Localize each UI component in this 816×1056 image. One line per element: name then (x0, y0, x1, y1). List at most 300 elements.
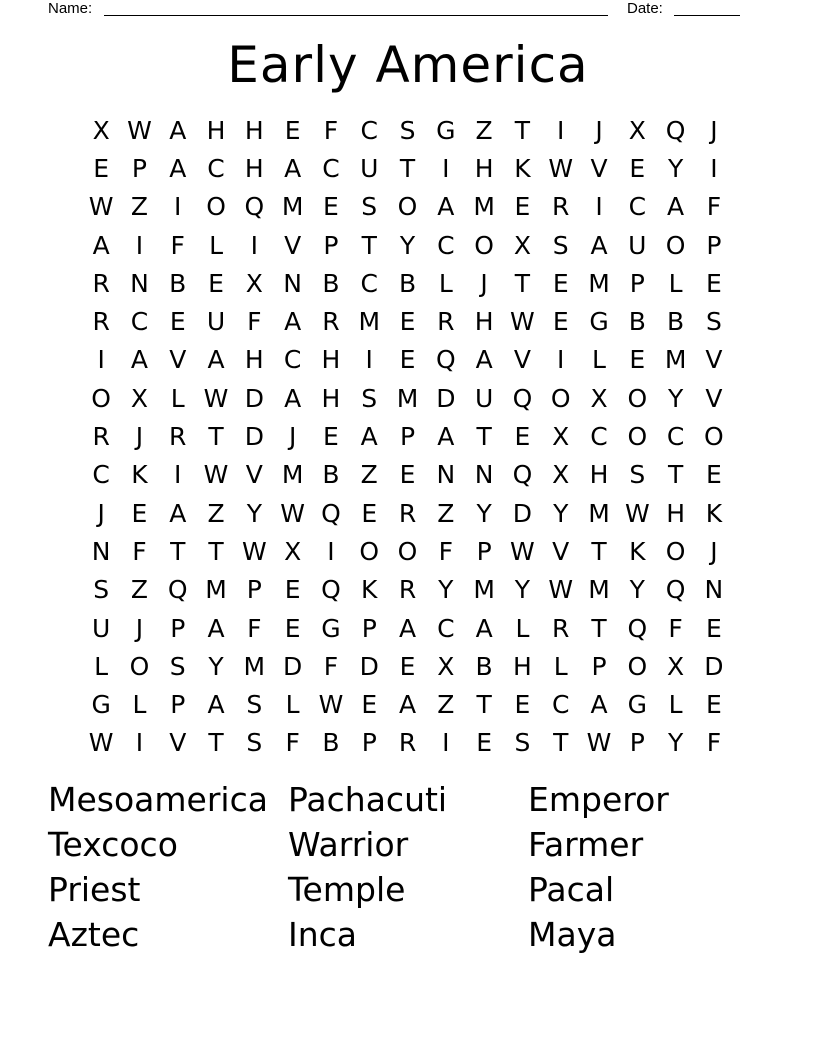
grid-letter: W (88, 728, 114, 758)
grid-letter: A (437, 422, 455, 452)
grid-letter: Y (667, 383, 684, 413)
grid-letter: T (514, 115, 531, 145)
grid-letter: V (552, 536, 570, 566)
grid-letter: K (629, 536, 646, 566)
word-list-item: Pachacuti (288, 780, 448, 819)
grid-letter: B (398, 268, 417, 298)
grid-letter: R (92, 307, 110, 337)
grid-letter: V (705, 345, 723, 375)
word-list-item: Inca (288, 915, 358, 954)
name-blank-line (104, 15, 608, 16)
grid-letter: L (592, 345, 606, 375)
grid-letter: Q (512, 460, 533, 490)
grid-letter: A (284, 307, 302, 337)
grid-letter: W (280, 498, 305, 528)
grid-letter: Z (130, 575, 149, 605)
grid-letter: L (285, 690, 300, 720)
grid-letter: L (94, 651, 109, 681)
grid-letter: B (628, 307, 646, 337)
grid-letter: C (360, 268, 378, 298)
grid-letter: B (667, 307, 685, 337)
grid-letter: J (595, 115, 603, 145)
grid-letter: M (281, 192, 304, 222)
grid-letter: E (208, 268, 224, 298)
grid-letter: S (399, 115, 416, 145)
date-label: Date: (627, 0, 663, 17)
grid-letter: H (244, 345, 264, 375)
grid-letter: R (552, 613, 570, 643)
grid-letter: E (131, 498, 148, 528)
grid-letter: G (91, 690, 111, 720)
grid-letter: F (706, 728, 722, 758)
grid-letter: P (399, 422, 416, 452)
grid-letter: I (557, 345, 565, 375)
grid-letter: P (170, 613, 186, 643)
grid-letter: C (207, 153, 225, 183)
grid-letter: I (174, 460, 182, 490)
grid-letter: D (244, 383, 264, 413)
grid-letter: A (398, 613, 417, 643)
grid-letter: P (323, 230, 339, 260)
grid-letter: H (244, 153, 264, 183)
grid-letter: N (704, 575, 724, 605)
grid-letter: R (398, 575, 417, 605)
word-list (48, 780, 768, 960)
grid-letter: V (245, 460, 263, 490)
grid-letter: W (241, 536, 267, 566)
grid-letter: K (361, 575, 378, 605)
grid-letter: C (322, 153, 340, 183)
grid-letter: J (97, 498, 105, 528)
grid-letter: H (244, 115, 264, 145)
grid-letter: I (442, 153, 450, 183)
grid-letter: P (131, 153, 147, 183)
grid-letter: N (130, 268, 149, 298)
grid-letter: D (704, 651, 724, 681)
grid-letter: C (437, 230, 455, 260)
grid-letter: Y (476, 498, 492, 528)
word-list-item: Pacal (528, 870, 615, 909)
word-list-item: Emperor (528, 780, 669, 819)
grid-letter: L (553, 651, 568, 681)
grid-letter: A (590, 230, 608, 260)
grid-letter: E (706, 268, 722, 298)
grid-letter: I (174, 192, 182, 222)
grid-letter: L (132, 690, 147, 720)
grid-letter: F (247, 307, 262, 337)
grid-letter: V (284, 230, 302, 260)
grid-letter: G (321, 613, 341, 643)
grid-letter: M (588, 498, 610, 528)
grid-letter: E (629, 153, 646, 183)
grid-letter: X (437, 651, 455, 681)
grid-letter: O (397, 192, 418, 222)
grid-letter: G (436, 115, 456, 145)
grid-letter: O (397, 536, 418, 566)
grid-letter: Y (208, 651, 224, 681)
grid-letter: Z (360, 460, 378, 490)
grid-letter: Z (130, 192, 149, 222)
grid-letter: E (284, 613, 301, 643)
grid-letter: M (473, 192, 495, 222)
grid-letter: I (135, 728, 144, 758)
grid-letter: J (135, 422, 144, 452)
grid-letter: S (169, 651, 186, 681)
grid-letter: E (514, 422, 531, 452)
grid-letter: U (206, 307, 226, 337)
word-list-item: Aztec (48, 915, 140, 954)
grid-letter: A (284, 153, 302, 183)
grid-letter: Y (667, 153, 684, 183)
grid-letter: H (474, 153, 494, 183)
grid-letter: X (92, 115, 110, 145)
grid-letter: L (209, 230, 223, 260)
grid-letter: A (169, 115, 187, 145)
grid-letter: E (552, 268, 569, 298)
header-line (0, 0, 816, 20)
grid-letter: J (288, 422, 297, 452)
grid-letter: T (591, 613, 607, 643)
grid-letter: E (323, 192, 339, 222)
grid-letter: F (706, 192, 722, 222)
grid-letter: F (132, 536, 147, 566)
grid-letter: L (668, 690, 683, 720)
grid-letter: W (624, 498, 650, 528)
grid-letter: X (590, 383, 608, 413)
grid-letter: C (283, 345, 302, 375)
grid-letter: W (510, 307, 535, 337)
grid-letter: I (250, 230, 259, 260)
grid-letter: T (208, 728, 224, 758)
grid-letter: E (399, 307, 416, 337)
grid-letter: R (92, 268, 110, 298)
grid-letter: H (206, 115, 226, 145)
grid-letter: M (358, 307, 381, 337)
word-list-item: Warrior (288, 825, 409, 864)
grid-letter: Y (629, 575, 645, 605)
grid-letter: R (552, 192, 570, 222)
grid-letter: T (591, 536, 607, 566)
grid-letter: I (442, 728, 450, 758)
grid-letter: Y (246, 498, 262, 528)
grid-letter: P (361, 728, 377, 758)
grid-letter: B (169, 268, 187, 298)
grid-letter: M (396, 383, 419, 413)
grid-letter: W (548, 153, 574, 183)
grid-letter: X (513, 230, 531, 260)
grid-letter: P (706, 230, 722, 260)
grid-letter: V (169, 728, 187, 758)
grid-letter: F (247, 613, 262, 643)
grid-letter: Q (435, 345, 456, 375)
grid-letter: I (710, 153, 718, 183)
grid-letter: Y (514, 575, 531, 605)
grid-letter: S (246, 728, 263, 758)
grid-letter: P (629, 268, 645, 298)
grid-letter: L (438, 268, 453, 298)
grid-letter: R (398, 728, 417, 758)
grid-letter: E (284, 115, 301, 145)
grid-letter: T (361, 230, 377, 260)
word-list-item: Maya (528, 915, 617, 954)
grid-letter: S (705, 307, 722, 337)
page-title: Early America (227, 36, 589, 94)
grid-letter: B (475, 651, 493, 681)
grid-letter: I (135, 230, 144, 260)
grid-letter: V (590, 153, 608, 183)
grid-letter: O (627, 383, 648, 413)
word-list-item: Farmer (528, 825, 644, 864)
grid-letter: A (207, 613, 225, 643)
grid-letter: X (130, 383, 149, 413)
grid-letter: S (361, 383, 378, 413)
grid-letter: A (437, 192, 455, 222)
grid-letter: H (513, 651, 532, 681)
grid-letter: D (512, 498, 533, 528)
grid-letter: B (322, 460, 340, 490)
grid-letter: H (666, 498, 685, 528)
grid-letter: A (475, 345, 493, 375)
grid-letter: P (361, 613, 377, 643)
grid-letter: O (665, 536, 686, 566)
grid-letter: W (203, 460, 229, 490)
grid-letter: N (91, 536, 111, 566)
grid-letter: A (667, 192, 685, 222)
grid-letter: R (92, 422, 110, 452)
grid-letter: O (359, 536, 380, 566)
grid-letter: Q (627, 613, 648, 643)
grid-letter: X (628, 115, 646, 145)
grid-letter: X (245, 268, 263, 298)
grid-letter: C (360, 115, 378, 145)
grid-letter: G (627, 690, 647, 720)
grid-letter: R (437, 307, 455, 337)
grid-letter: P (591, 651, 607, 681)
grid-letter: T (476, 422, 492, 452)
grid-letter: H (474, 307, 494, 337)
word-list-item: Mesoamerica (48, 780, 268, 819)
grid-letter: N (436, 460, 456, 490)
grid-letter: E (476, 728, 493, 758)
grid-letter: I (595, 192, 603, 222)
grid-letter: U (360, 153, 379, 183)
grid-letter: F (285, 728, 300, 758)
grid-letter: M (243, 651, 266, 681)
grid-letter: B (322, 268, 340, 298)
grid-letter: E (323, 422, 339, 452)
grid-letter: B (322, 728, 340, 758)
grid-letter: T (208, 536, 224, 566)
grid-letter: C (551, 690, 570, 720)
grid-letter: P (170, 690, 186, 720)
grid-letter: O (91, 383, 111, 413)
grid-letter: X (667, 651, 685, 681)
grid-letter: Y (553, 498, 569, 528)
grid-letter: M (281, 460, 304, 490)
grid-letter: D (283, 651, 303, 681)
letter-grid (82, 111, 733, 762)
grid-letter: C (437, 613, 455, 643)
grid-letter: W (548, 575, 574, 605)
grid-letter: A (92, 230, 110, 260)
grid-letter: O (550, 383, 571, 413)
grid-letter: E (399, 460, 416, 490)
grid-letter: A (398, 690, 417, 720)
grid-letter: K (131, 460, 148, 490)
grid-letter: U (628, 230, 647, 260)
grid-letter: V (705, 383, 723, 413)
grid-letter: D (436, 383, 456, 413)
grid-letter: Z (437, 690, 455, 720)
grid-letter: S (361, 192, 378, 222)
grid-letter: W (586, 728, 612, 758)
grid-letter: T (170, 536, 186, 566)
grid-letter: O (206, 192, 226, 222)
grid-letter: O (129, 651, 150, 681)
grid-letter: R (322, 307, 340, 337)
grid-letter: A (207, 345, 225, 375)
grid-letter: I (365, 345, 373, 375)
grid-letter: L (515, 613, 530, 643)
grid-letter: V (169, 345, 187, 375)
grid-letter: Q (665, 115, 686, 145)
grid-letter: E (706, 460, 722, 490)
date-blank-line (674, 15, 740, 16)
grid-letter: U (474, 383, 494, 413)
grid-letter: D (359, 651, 379, 681)
grid-letter: F (170, 230, 185, 260)
grid-letter: C (590, 422, 608, 452)
grid-letter: F (438, 536, 454, 566)
grid-letter: A (284, 383, 302, 413)
grid-letter: E (93, 153, 110, 183)
grid-letter: A (360, 422, 378, 452)
grid-letter: Z (207, 498, 225, 528)
grid-letter: E (399, 651, 416, 681)
grid-letter: O (665, 230, 686, 260)
grid-letter: Y (438, 575, 454, 605)
grid-letter: I (97, 345, 105, 375)
name-label: Name: (48, 0, 93, 17)
grid-letter: H (321, 345, 341, 375)
grid-letter: P (246, 575, 262, 605)
grid-letter: E (361, 498, 378, 528)
grid-letter: R (398, 498, 417, 528)
grid-letter: E (629, 345, 646, 375)
word-list-item: Priest (48, 870, 141, 909)
grid-letter: G (589, 307, 609, 337)
grid-letter: A (130, 345, 148, 375)
grid-letter: W (318, 690, 344, 720)
grid-letter: A (475, 613, 493, 643)
grid-letter: J (480, 268, 488, 298)
grid-letter: T (514, 268, 531, 298)
grid-letter: W (203, 383, 229, 413)
grid-letter: C (628, 192, 647, 222)
grid-letter: C (666, 422, 685, 452)
grid-letter: S (629, 460, 646, 490)
grid-letter: E (361, 690, 378, 720)
grid-letter: T (667, 460, 684, 490)
grid-letter: Q (665, 575, 686, 605)
grid-letter: L (668, 268, 683, 298)
grid-letter: Q (321, 498, 341, 528)
grid-letter: J (710, 536, 718, 566)
grid-letter: N (474, 460, 494, 490)
grid-letter: X (552, 422, 570, 452)
grid-letter: Q (244, 192, 265, 222)
grid-letter: E (706, 690, 722, 720)
grid-letter: P (629, 728, 645, 758)
grid-letter: O (627, 422, 648, 452)
grid-letter: A (590, 690, 608, 720)
grid-letter: M (664, 345, 687, 375)
grid-letter: L (170, 383, 185, 413)
grid-letter: E (514, 690, 531, 720)
grid-letter: E (706, 613, 722, 643)
grid-letter: O (474, 230, 494, 260)
grid-letter: E (169, 307, 186, 337)
grid-letter: T (399, 153, 416, 183)
grid-letter: K (514, 153, 531, 183)
grid-letter: A (169, 498, 187, 528)
grid-letter: S (246, 690, 263, 720)
grid-letter: U (91, 613, 111, 643)
grid-letter: W (127, 115, 152, 145)
grid-letter: Q (512, 383, 533, 413)
grid-letter: R (169, 422, 187, 452)
grid-letter: H (589, 460, 609, 490)
grid-letter: Z (437, 498, 455, 528)
grid-letter: E (284, 575, 301, 605)
grid-letter: V (513, 345, 531, 375)
grid-letter: C (130, 307, 149, 337)
grid-letter: X (552, 460, 570, 490)
grid-letter: D (244, 422, 264, 452)
grid-letter: E (514, 192, 531, 222)
grid-letter: A (169, 153, 187, 183)
grid-letter: F (668, 613, 683, 643)
word-list-item: Texcoco (48, 825, 178, 864)
grid-letter: H (321, 383, 341, 413)
grid-letter: S (93, 575, 110, 605)
grid-letter: T (553, 728, 569, 758)
grid-letter: J (710, 115, 718, 145)
grid-letter: S (552, 230, 569, 260)
grid-letter: M (205, 575, 227, 605)
grid-letter: T (208, 422, 224, 452)
grid-letter: W (510, 536, 535, 566)
grid-letter: Z (475, 115, 493, 145)
grid-letter: Y (399, 230, 416, 260)
grid-letter: O (627, 651, 648, 681)
grid-letter: X (284, 536, 302, 566)
grid-letter: E (552, 307, 569, 337)
grid-letter: K (705, 498, 723, 528)
grid-letter: N (283, 268, 302, 298)
grid-letter: P (476, 536, 492, 566)
grid-letter: E (399, 345, 416, 375)
grid-letter: S (514, 728, 531, 758)
grid-letter: C (92, 460, 110, 490)
word-list-item: Temple (288, 870, 406, 909)
grid-letter: W (88, 192, 114, 222)
grid-letter: Y (667, 728, 684, 758)
grid-letter: Q (321, 575, 341, 605)
grid-letter: T (476, 690, 492, 720)
grid-letter: Q (167, 575, 188, 605)
grid-letter: M (588, 268, 610, 298)
